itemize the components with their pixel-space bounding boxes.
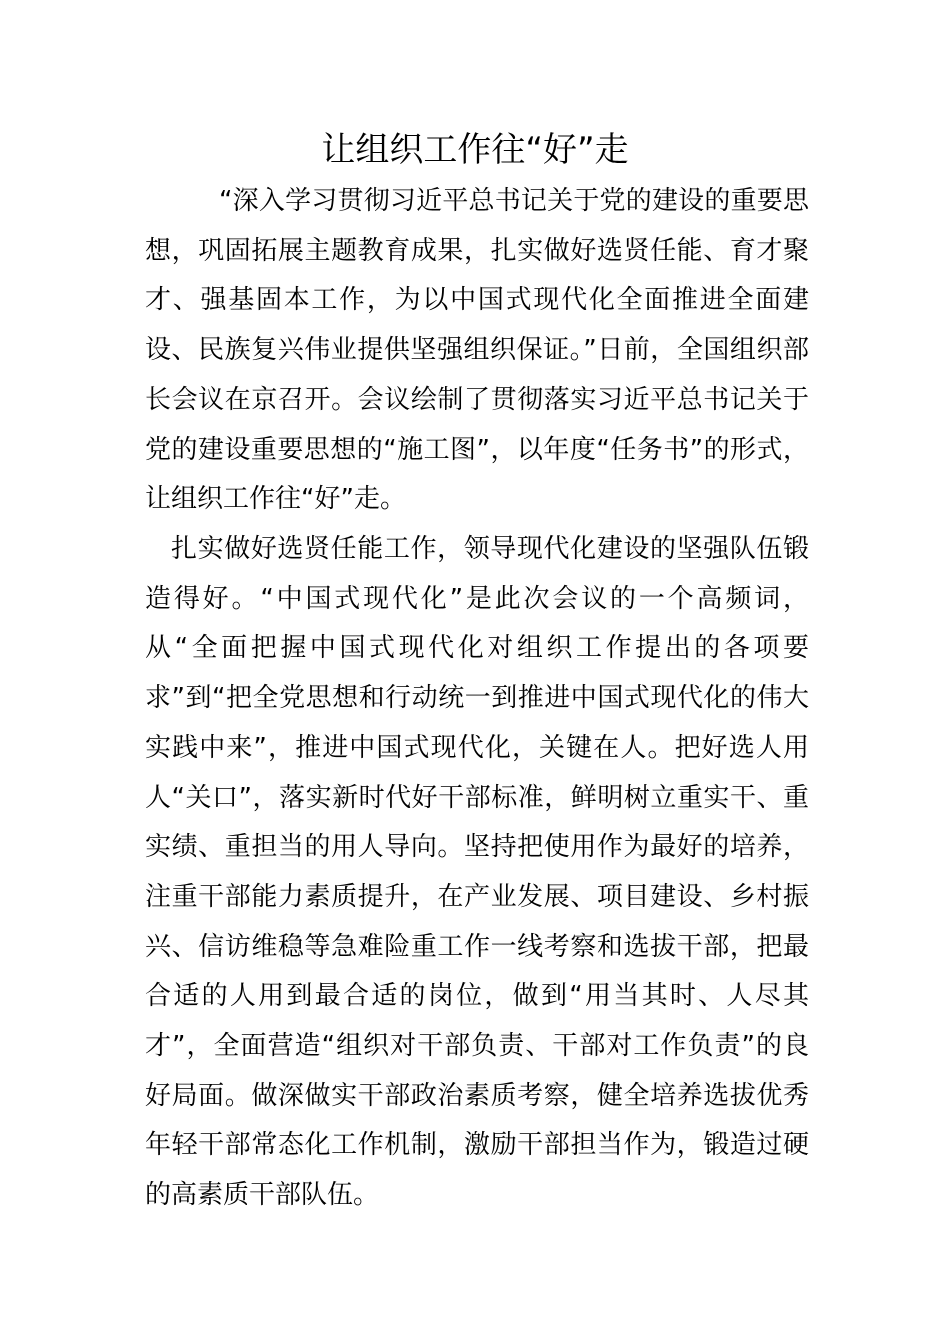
paragraph-1: “深入学习贯彻习近平总书记关于党的建设的重要思想，巩固拓展主题教育成果，扎实做好选贤任能、育才聚才、强基固本工作，为以中国式现代化全面推进全面建设、民族复兴伟业提供坚强组织保证。”日前，全国组织部长会议在京召开。会议绘制了贯彻落实习近平总书记关于党的建设重要思想的“施工图”，以年度“任务书”的形式，让组织工作往“好”走。 (145, 186, 809, 515)
document-title: 让组织工作往“好”走 (321, 130, 629, 170)
paragraph-2: 扎实做好选贤任能工作，领导现代化建设的坚强队伍锻造得好。“中国式现代化”是此次会议的一个高频词，从“全面把握中国式现代化对组织工作提出的各项要求”到“把全党思想和行动统一到推进中国式现代化的伟大实践中来”，推进中国式现代化，关键在人。把好选人用人“关口”，落实新时代好干部标准，鲜明树立重实干、重实绩、重担当的用人导向。坚持把使用作为最好的培养，注重干部能力素质提升，在产业发展、项目建设、乡村振兴、信访维稳等急难险重工作一线考察和选拔干部，把最合适的人用到最合适的岗位，做到“用当其时、人尽其才”，全面营造“组织对干部负责、干部对工作负责”的良好局面。做深做实干部政治素质考察，健全培养选拔优秀年轻干部常态化工作机制，激励干部担当作为，锻造过硬的高素质干部队伍。 (145, 534, 809, 1211)
